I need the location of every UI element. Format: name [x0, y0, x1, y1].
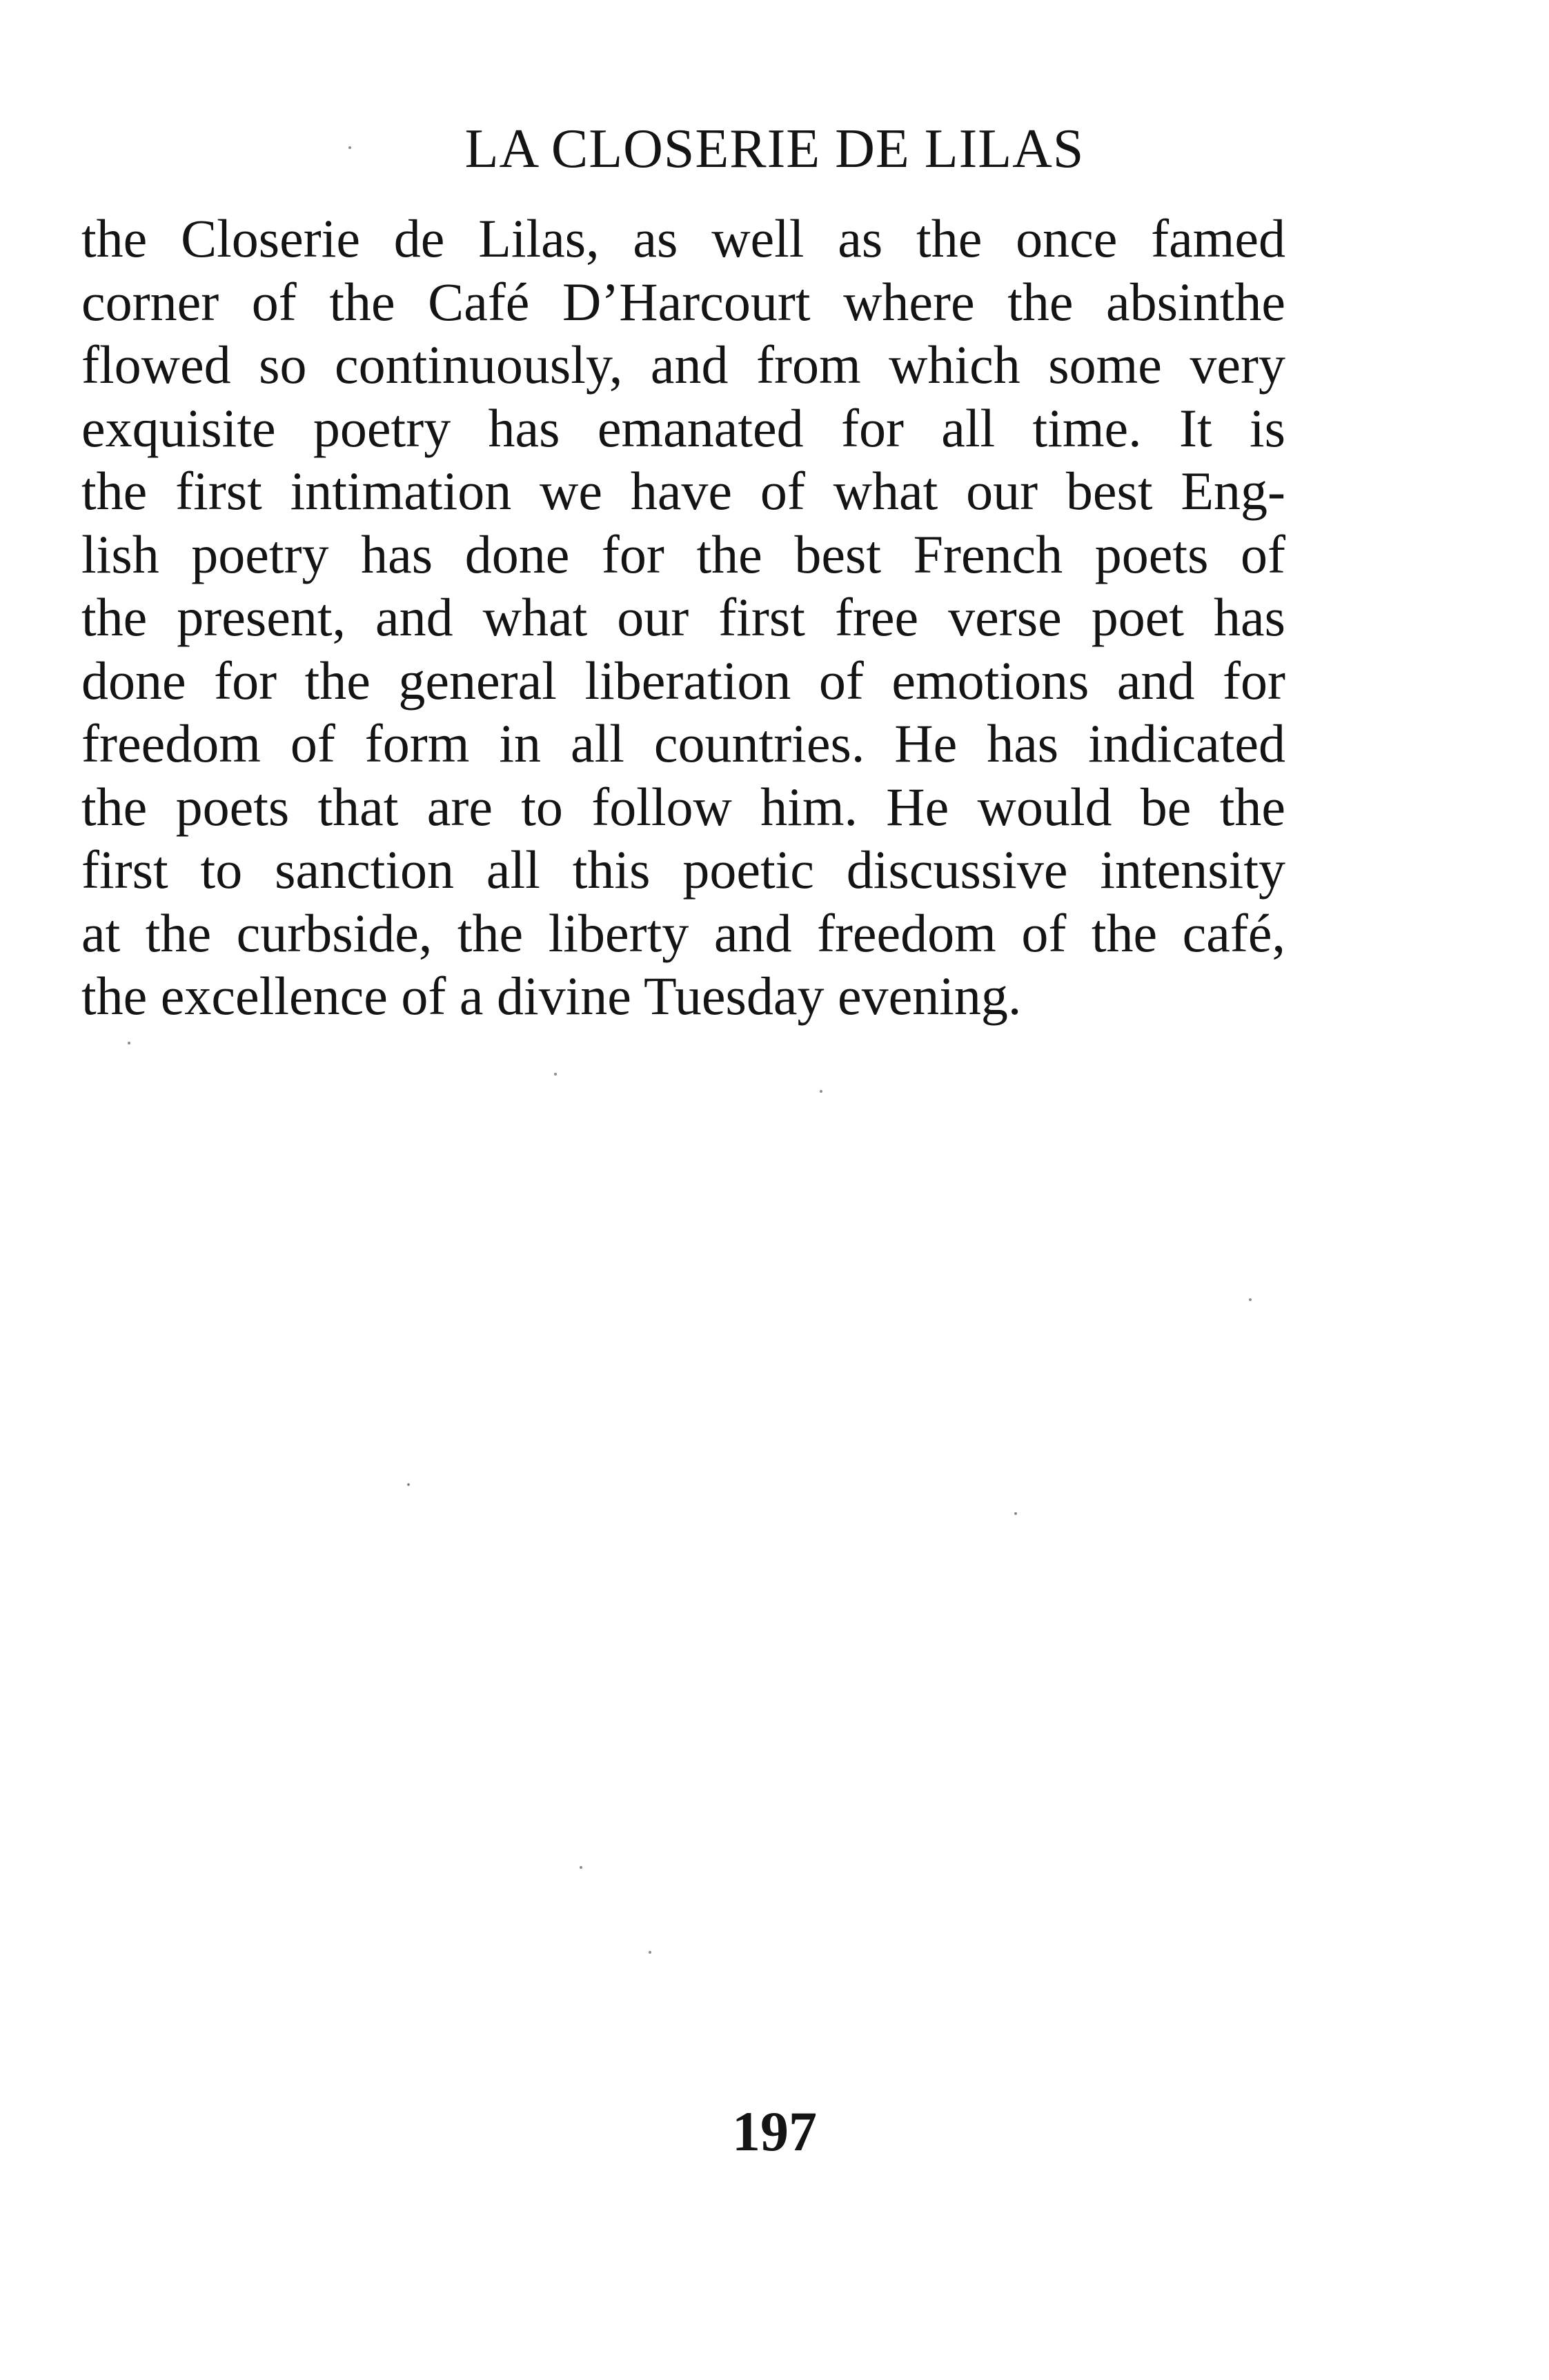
scan-speck — [1014, 1512, 1017, 1515]
text-line: freedom of form in all countries. He has indicated — [81, 713, 1285, 773]
text-line: the poets that are to follow him. He would be the — [81, 776, 1285, 837]
text-line: at the curbside, the liberty and freedom of the café, — [81, 902, 1285, 963]
scan-speck — [348, 146, 351, 149]
text-line: corner of the Café D’Harcourt where the absinthe — [81, 271, 1285, 332]
text-line: the Closerie de Lilas, as well as the once famed — [81, 208, 1285, 268]
text-line: exquisite poetry has emanated for all time. It is — [81, 397, 1285, 458]
page-number: 197 — [732, 2100, 817, 2163]
scan-speck — [128, 1042, 130, 1044]
text-line: the excellence of a divine Tuesday evening. — [81, 966, 1022, 1026]
text-line: first to sanction all this poetic discussive intensity — [81, 840, 1285, 900]
scan-speck — [1249, 1298, 1252, 1301]
scan-speck — [407, 1483, 410, 1486]
text-line: done for the general liberation of emotions and for — [81, 650, 1285, 711]
text-line: the first intimation we have of what our best Eng- — [81, 461, 1285, 521]
text-line: lish poetry has done for the best French poets of — [81, 524, 1285, 584]
scan-speck — [820, 1090, 822, 1093]
scan-speck — [554, 1073, 557, 1075]
scan-speck — [580, 1866, 582, 1869]
scan-speck — [649, 1951, 651, 1954]
running-head: LA CLOSERIE DE LILAS — [464, 119, 1085, 179]
text-line: flowed so continuously, and from which some very — [81, 335, 1285, 395]
text-line: the present, and what our first free verse poet has — [81, 587, 1285, 647]
body-paragraph — [81, 207, 1285, 1028]
